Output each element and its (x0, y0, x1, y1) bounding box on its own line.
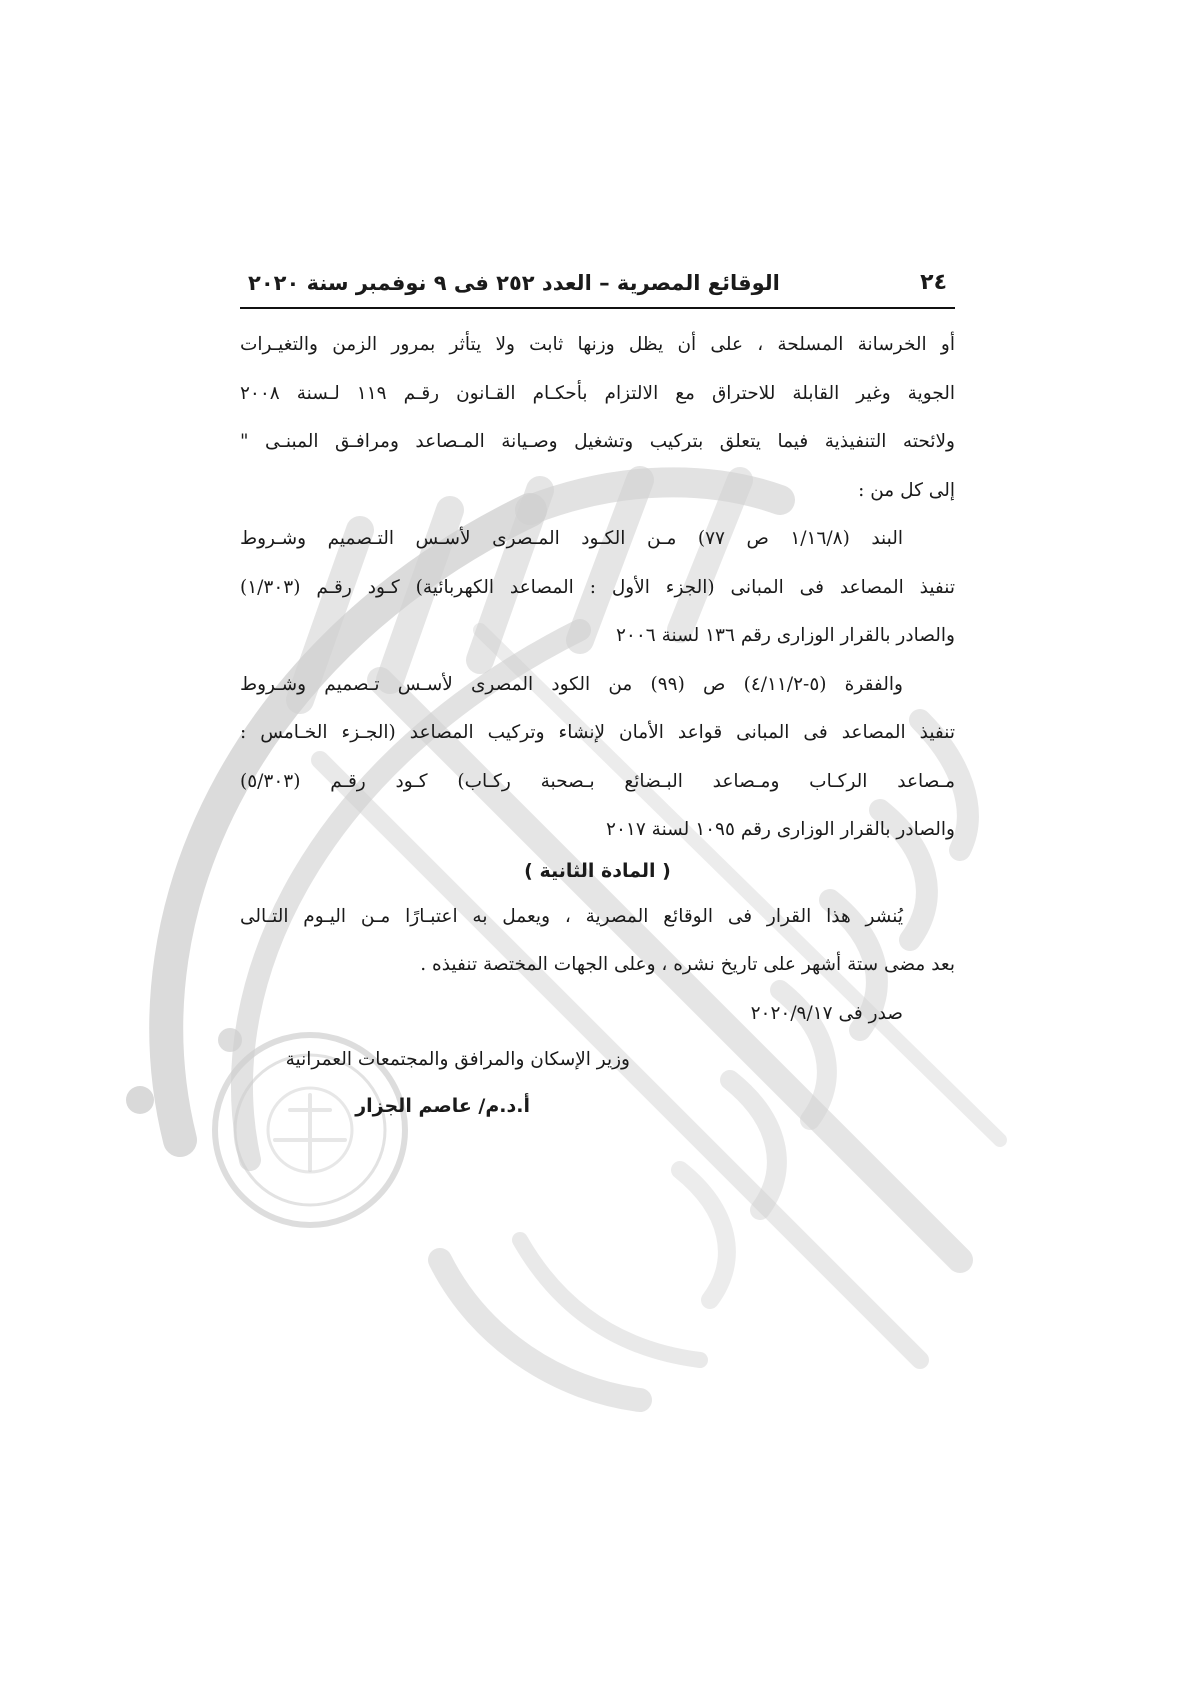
paragraph-2 (240, 515, 955, 661)
article-title: ( المادة الثانية ) (524, 859, 671, 882)
gazette-title: الوقائع المصرية – العدد ٢٥٢ فى ٩ نوفمبر سنة ٢٠٢٠ (248, 271, 780, 295)
paragraph-2-line: البند (١/١٦/٨ ص ٧٧) مـن الكـود المـصرى لأسـس التـصميم وشـروط (240, 528, 903, 549)
page-header (240, 270, 955, 309)
paragraph-4-line: يُنشر هذا القرار فى الوقائع المصرية ، ويعمل به اعتبـارًا مـن اليـوم التـالى (240, 905, 903, 927)
decree-body (240, 309, 955, 1148)
paragraph-3-line: والفقرة (٥-٤/١١/٢) ص (٩٩) من الكود المصرى لأسـس تـصميم وشـروط (240, 673, 903, 695)
paragraph-1-line: أو الخرسانة المسلحة ، على أن يظل وزنها ثابت ولا يتأثر بمرور الزمن والتغيـرات (240, 334, 955, 355)
page-number: ٢٤ (920, 270, 947, 295)
paragraph-2-line: تنفيذ المصاعد فى المبانى (الجزء الأول : المصاعد الكهربائية) كـود رقـم (١/٣٠٣) (240, 576, 955, 598)
paragraph-1-line: إلى كل من : (858, 479, 955, 501)
minister-name: أ.د.م/ عاصم الجزار (355, 1095, 530, 1117)
paragraph-1-line: الجوية وغير القابلة للاحتراق مع الالتزام بأحكـام القـانون رقـم ١١٩ لـسنة ٢٠٠٨ (240, 382, 956, 404)
paragraph-4-line: بعد مضى ستة أشهر على تاريخ نشره ، وعلى الجهات المختصة تنفيذه . (420, 954, 955, 975)
paragraph-3-line: والصادر بالقرار الوزارى رقم ١٠٩٥ لسنة ٢٠١٧ (606, 819, 955, 840)
paragraph-3-line: تنفيذ المصاعد فى المبانى قواعد الأمان لإنشاء وتركيب المصاعد (الجـزء الخـامس : (240, 722, 955, 743)
paragraph-3 (240, 661, 955, 855)
paragraph-2-line: والصادر بالقرار الوزارى رقم ١٣٦ لسنة ٢٠٠٦ (615, 625, 955, 646)
paragraph-1-line: ولائحته التنفيذية فيما يتعلق بتركيب وتشغيل وصـيانة المـصاعد ومرافـق المبنـى " (240, 431, 955, 452)
minister-title: وزير الإسكان والمرافق والمجتمعات العمرانية (285, 1049, 630, 1070)
paragraph-4 (240, 893, 955, 990)
issue-date: صدر فى ٢٠٢٠/٩/١٧ (750, 1002, 903, 1024)
gazette-page (240, 270, 955, 1148)
paragraph-1 (240, 321, 955, 515)
signature-block (240, 1038, 955, 1148)
paragraph-3-line: مـصاعد الركـاب ومـصاعد البـضائع بـصحبة ركـاب) كـود رقـم (٥/٣٠٣) (240, 770, 955, 792)
